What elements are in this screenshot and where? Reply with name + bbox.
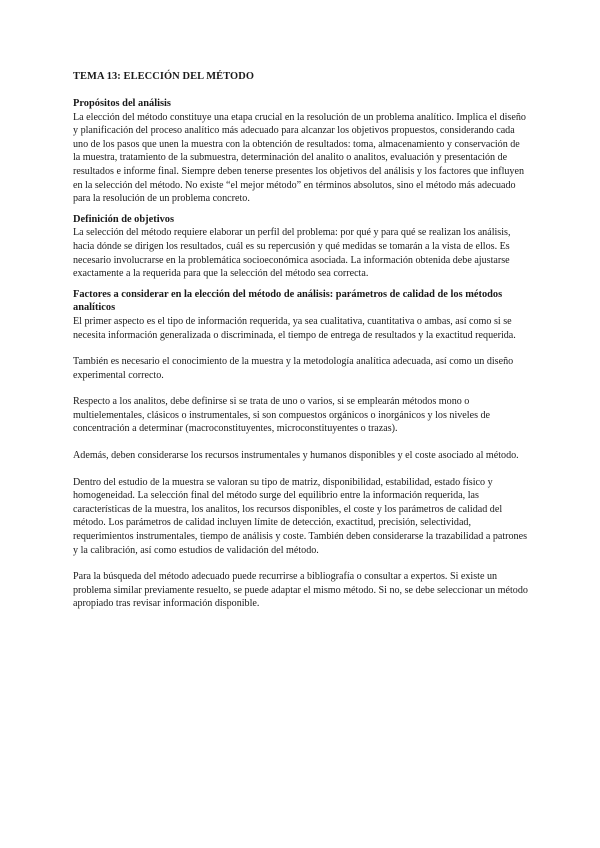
paragraph: Además, deben considerarse los recursos instrumentales y humanos disponibles y el coste asociado al método.	[73, 450, 519, 462]
document-page	[73, 70, 528, 618]
paragraph: Dentro del estudio de la muestra se valoran su tipo de matriz, disponibilidad, estabilidad, estado físico y homogeneidad. La selección final del método surge del equilibrio entre la información requerida, las características de la muestra, los analitos, los recursos disponibles, el coste y los parámetros de calidad del método. Los parámetros de calidad incluyen límite de detección, exactitud, precisión, selectividad, requerimientos instrumentales, tiempo de análisis y coste. También deben considerarse la trazabilidad a patrones y la calibración, así como estudios de validación del método.	[73, 476, 528, 556]
section-objectives	[73, 213, 528, 281]
section-factors	[73, 288, 528, 611]
paragraph: La selección del método requiere elaborar un perfil del problema: por qué y para qué se realizan los análisis, hacia dónde se dirigen los resultados, cuál es su repercusión y qué medidas se tomarán a la vista de ellos. Es necesario involucrarse en la problemática socioeconómica asociada. La información obtenida debe ajustarse exactamente a la requerida para que la selección del método sea correcta.	[73, 227, 511, 280]
paragraph: El primer aspecto es el tipo de información requerida, ya sea cualitativa, cuantitativa o ambas, así como si se necesita información generalizada o discriminada, el tiempo de entrega de resultados y la exactitud requerida.	[73, 315, 516, 341]
section-heading: Definición de objetivos	[73, 213, 175, 225]
section-purposes	[73, 97, 528, 206]
paragraph: Para la búsqueda del método adecuado puede recurrirse a bibliografía o consultar a expertos. Si existe un problema similar previamente resuelto, se puede adaptar el mismo método. Si no, se debe seleccionar un método apropiado tras revisar información disponible.	[73, 571, 528, 610]
paragraph: La elección del método constituye una etapa crucial en la resolución de un problema analítico. Implica el diseño y planificación del proceso analítico más adecuado para alcanzar los objetivos propuestos, considerando cada uno de los pasos que unen la muestra con la obtención de resultados: toma, almacenamiento y conservación de la muestra, tratamiento de la submuestra, determinación del analito o analitos, evaluación y presentación de resultados e informe final. Siempre deben tenerse presentes los objetivos del análisis y los factores que influyen en la selección del método. No existe “el mejor método” en términos absolutos, sino el método más adecuado para la resolución de un problema concreto.	[73, 111, 526, 205]
section-heading: Propósitos del análisis	[73, 98, 171, 109]
paragraph: También es necesario el conocimiento de la muestra y la metodología analítica adecuada, así como un diseño experimental correcto.	[73, 356, 514, 381]
paragraph: Respecto a los analitos, debe definirse si se trata de uno o varios, si se emplearán métodos mono o multielementales, clásicos o instrumentales, si son compuestos orgánicos o inorgánicos y los niveles de concentración a determinar (macroconstituyentes, microconstituyentes o trazas).	[73, 396, 491, 435]
document-title: TEMA 13: ELECCIÓN DEL MÉTODO	[73, 71, 255, 82]
section-heading: Factores a considerar en la elección del método de análisis: parámetros de calidad de los métodos analíticos	[73, 288, 503, 314]
